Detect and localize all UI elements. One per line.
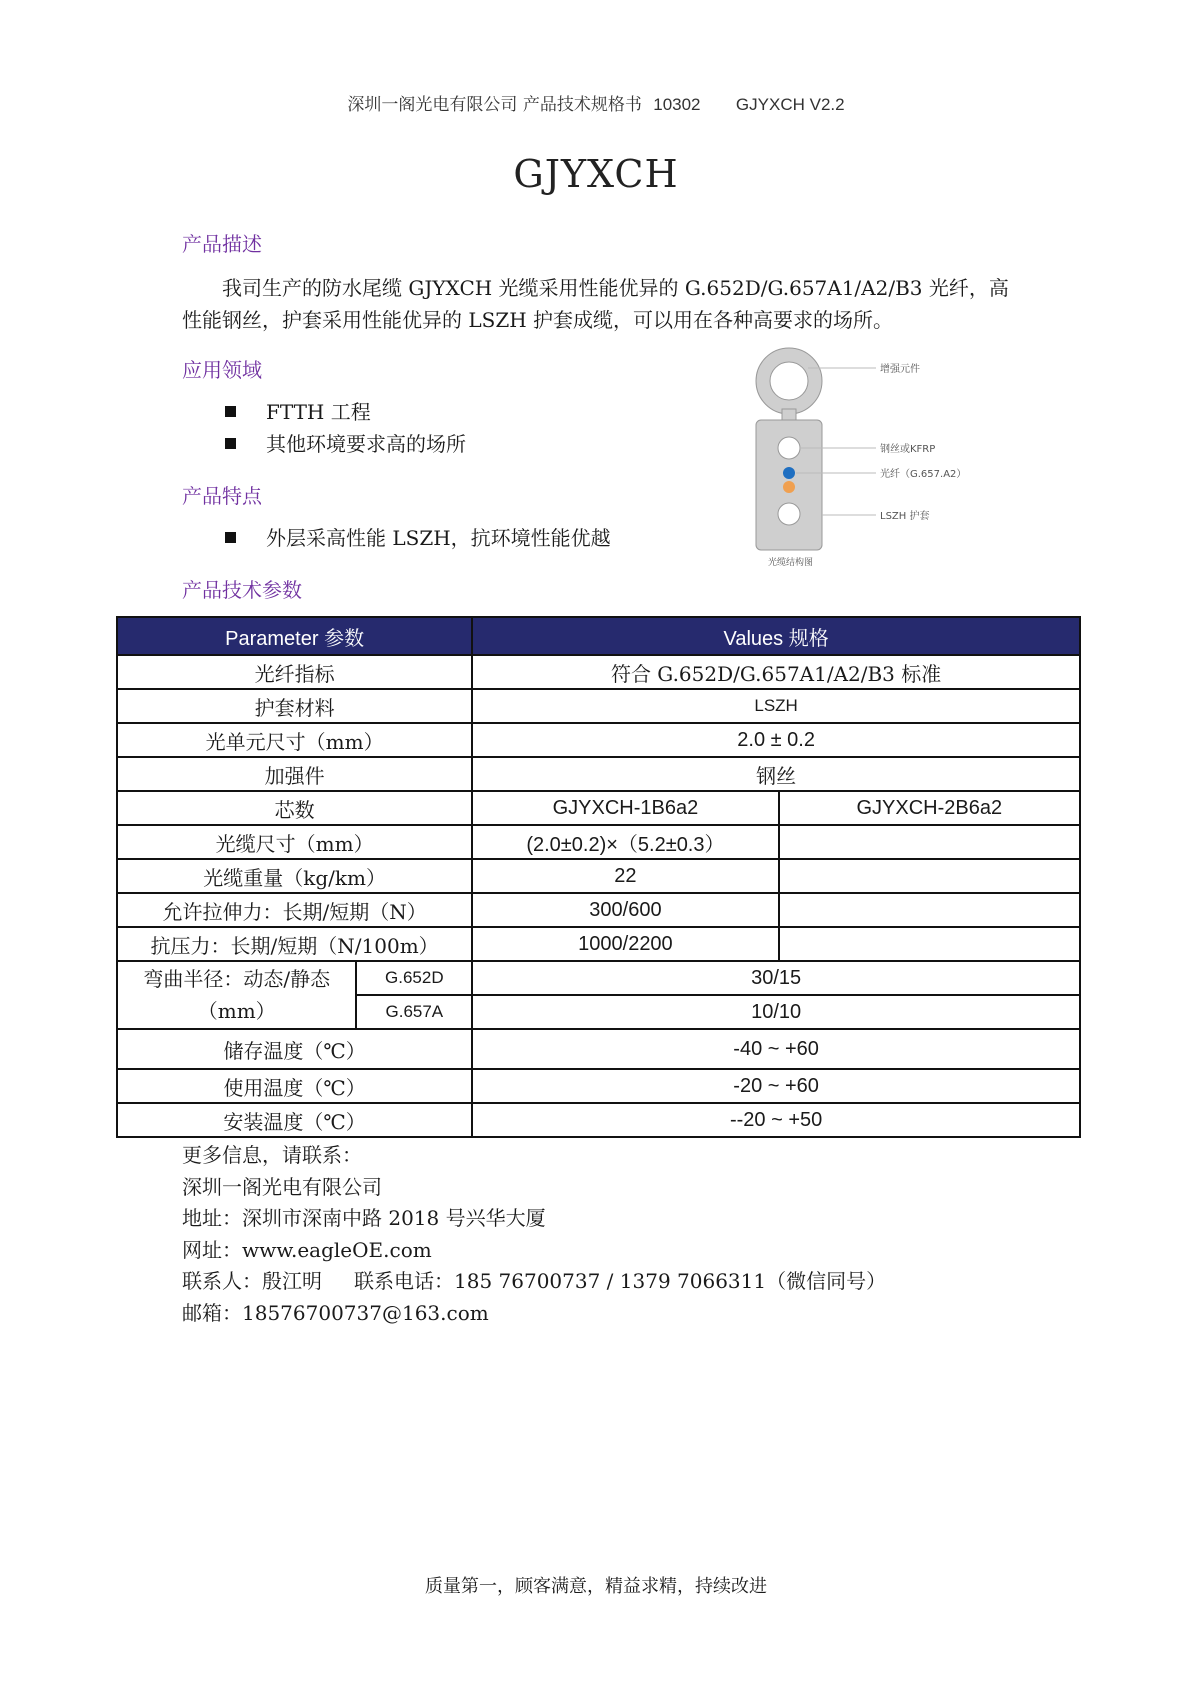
contact-block [182,1140,886,1329]
contact-phone[interactable]: 联系电话：185 76700737 / 1379 7066311（微信同号） [354,1269,887,1293]
table-row: 弯曲半径：动态/静态 （mm） G.652D 30/15 [117,961,1080,995]
table-row: 光单元尺寸（mm） 2.0 ± 0.2 [117,723,1080,757]
table-row: 芯数 GJYXCH-1B6a2 GJYXCH-2B6a2 [117,791,1080,825]
contact-email[interactable]: 邮箱：18576700737@163.com [182,1300,489,1325]
section-heading-parameters: 产品技术参数 [182,578,302,602]
description-paragraph: 我司生产的防水尾缆 GJYXCH 光缆采用性能优异的 G.652D/G.657A1/A2/B3 光纤，高性能钢丝，护套采用性能优异的 LSZH 护套成缆，可以用在各种高要求的场所。 [182,276,1009,332]
page-footer: 质量第一，顾客满意，精益求精，持续改进 [425,1576,767,1597]
spec-table [116,616,1081,1138]
header-company: 深圳一阁光电有限公司 [347,95,518,115]
contact-company: 深圳一阁光电有限公司 [182,1174,382,1199]
bullet-square-icon [225,532,236,543]
label-jacket: LSZH 护套 [880,511,930,522]
contact-intro: 更多信息，请联系： [182,1143,362,1167]
table-header-row [117,617,1080,655]
applications-list [225,396,466,460]
contact-website[interactable]: 网址：www.eagleOE.com [182,1237,432,1262]
table-row: G.657A 10/10 [117,995,1080,1029]
bend-radius-label: 弯曲半径：动态/静态 （mm） [117,961,356,1029]
header-values: Values 规格 [472,617,1080,655]
table-row: 安装温度（℃） --20 ~ +50 [117,1103,1080,1137]
bullet-square-icon [225,438,236,449]
steel-wire-top [778,437,800,459]
header-parameter: Parameter 参数 [117,617,472,655]
table-row: 护套材料 LSZH [117,689,1080,723]
label-steel-wire: 钢丝或KFRP [880,444,936,455]
contact-person-line [182,1266,886,1298]
table-row: 抗压力：长期/短期（N/100m） 1000/2200 [117,927,1080,961]
label-fiber: 光纤（G.657.A2） [880,469,967,480]
fiber-orange [783,481,795,493]
header-doc: 产品技术规格书 [522,95,642,115]
fiber-blue [783,467,795,479]
section-heading-features: 产品特点 [182,484,262,508]
header-version: GJYXCH V2.2 [735,95,845,114]
bullet-square-icon [225,406,236,417]
cable-structure-diagram [748,345,1008,570]
label-strength-member: 增强元件 [880,364,920,375]
page-title: GJYXCH [513,152,679,196]
table-row: 允许拉伸力：长期/短期（N） 300/600 [117,893,1080,927]
section-heading-applications: 应用领域 [182,358,262,382]
strength-member [770,362,808,400]
header-code: 10302 [653,95,701,114]
section-heading-description: 产品描述 [182,232,262,256]
diagram-caption: 光缆结构图 [768,558,814,568]
table-row: 光缆重量（kg/km） 22 [117,859,1080,893]
features-list [225,522,611,554]
list-item: 其他环境要求高的场所 [225,428,466,460]
table-row: 光缆尺寸（mm） (2.0±0.2)×（5.2±0.3） [117,825,1080,859]
contact-person: 联系人：殷江明 [182,1269,322,1293]
page-header [0,90,1192,115]
table-row: 光纤指标 符合 G.652D/G.657A1/A2/B3 标准 [117,655,1080,689]
list-item: FTTH 工程 [225,396,466,428]
table-row: 加强件 钢丝 [117,757,1080,791]
table-row: 使用温度（℃） -20 ~ +60 [117,1069,1080,1103]
contact-address: 地址：深圳市深南中路 2018 号兴华大厦 [182,1206,546,1230]
table-row: 储存温度（℃） -40 ~ +60 [117,1029,1080,1069]
steel-wire-bottom [778,503,800,525]
list-item: 外层采高性能 LSZH，抗环境性能优越 [225,522,611,554]
